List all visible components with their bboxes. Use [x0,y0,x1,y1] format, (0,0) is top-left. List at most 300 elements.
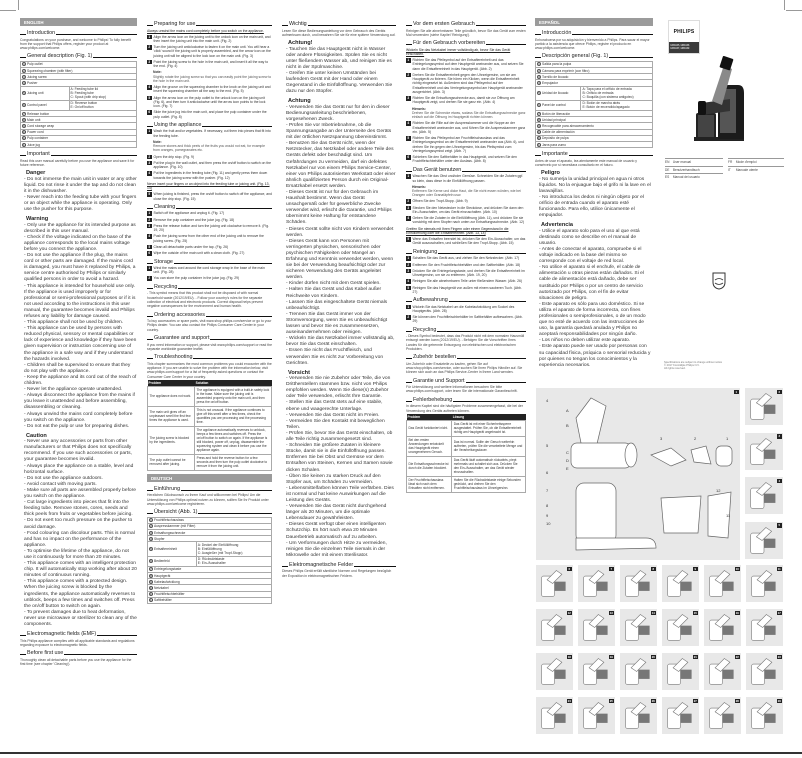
figure-number: 19 [609,654,613,659]
step-number: 5 [407,136,410,141]
paragraph: Dieses Philips Gerät erfüllt sämtliche Normen und Regelungen bezüglich der Exposition in elektromagnetischen Feldern. [282,569,392,578]
safety-item: - Make sure all parts are assembled properly before you switch on the appliance. [24,487,136,500]
section-heading: Zubehör bestellen [406,354,526,360]
step-number: 1 [148,34,151,39]
paragraph: Antes de usar el aparato, lea atentamente este manual de usuario y consérvelo por si necesitara consultarlo en el futuro. [535,158,637,167]
paragraph: Read this user manual carefully before you use the appliance and save it for future reference. [20,158,135,167]
part-name-cell [148,597,272,603]
instruction-step [147,35,272,44]
safety-item: - Um Verformungen durch Hitze zu vermeiden, reinigen Sie die einzelnen Teile niemals in der Mikrowelle oder mit einem Sterilisator. [286,540,387,558]
safety-subheading: Advertencia [541,222,574,229]
safety-item: - Never let the appliance operate unattended. [24,387,123,393]
instruction-step [147,45,272,58]
troubleshooting-table [147,380,272,471]
part-name: Main unit [27,117,41,122]
step-number: 4 [148,234,151,239]
table-row [407,420,526,436]
philips-shield-icon [712,272,726,290]
step-number: 3 [407,205,410,210]
solution-cell: The appliance automatically reverses to unblock, beeps a few times and switches off. Press the on/off button to switch on again. If the appliance is still blocked, power off, unplug, disassemble the squeezing system and clean it before you use the appliance again. [195,426,272,454]
figure-panel [578,565,615,602]
figure-panel [745,388,783,425]
crop-mark [18,0,19,10]
language-code: DE [665,167,670,172]
figure-number: 9 [694,566,697,571]
step-number: 2 [407,199,410,204]
safety-subheading: Danger [26,170,46,177]
part-name: Juice jug [27,142,41,147]
part-name: Entriegelungstaste [154,567,182,572]
safety-item: - Always unwind the mains cord completely before you switch on the appliance. [24,411,133,423]
part-name: Bedienfeld [154,559,170,564]
underlined-instruction: Never insert your fingers or an object into the feeding tube or juicing unit. (Fig. 13, 14) [147,181,270,190]
part-name: Netzkabel [154,585,169,590]
part-number: 7 [538,112,540,116]
part-name: Saftbehälter [154,598,172,603]
part-name: Cable de alimentación [542,130,575,135]
step-text: Put the ingredients in the feeding tube (Fig. 11) and gently press them down towards the juicing screw with the pusher. (Fig. 12) [153,171,268,180]
troubleshooting-table [406,414,526,493]
callout-label: E [566,466,569,471]
language-header: ESPAÑOL [535,18,653,26]
section-heading: Einführung [147,486,272,492]
language-list [665,158,723,181]
callout-label: 3 [660,436,663,441]
safety-item: - Dieses Gerät ist nur für den Gebrauch im Haushalt bestimmt. Wenn das Gerät unsachgemäß oder für gewerbliche Zwecke verwendet wird, erlischt die Garantie, und Philips übernimmt keine Haftung für entstandene Schäden. [286,189,392,226]
figure-panel [662,565,699,602]
part-name: Control panel [27,103,47,108]
language-code: FR [728,160,733,164]
callout-label: 11 [726,513,731,518]
callout-label: 12 [716,488,721,493]
language-label: Mode d'emploi [735,160,757,164]
problem-cell: Die Entsaftungsschnecke ist durch die Zutaten blockiert. [407,456,452,476]
part-name: Pusher [27,81,38,86]
table-row [407,456,526,476]
problem-cell: The appliance does not work. [148,386,195,406]
part-name-cell [21,141,137,147]
part-number: 8 [23,118,25,122]
product-image-juicer [690,55,750,145]
solution-cell: Press and hold the reverse button for a few seconds and then turn the pulp outlet clockwise to remove it from the juicing unit. [195,454,272,470]
safety-item: - No sumerja la unidad principal en agua ni otros líquidos. No la enjuague bajo el grifo ni la lave en el lavavajillas. [539,176,651,194]
step-text: Clean all detachable parts under the tap. (Fig. 26) [153,244,229,249]
safety-item: - Utilice el aparato solo para el uso al que está destinado como se describe en el manual de usuario. [539,228,640,246]
part-name: Cord storage wrap [27,123,55,128]
part-number: 1 [23,63,25,67]
part-number: 6 [150,560,152,564]
section-heading: Recycling [147,284,272,290]
part-name: Salida para la pulpa [542,62,572,67]
language-label: User manual [672,160,691,164]
figure-panel [620,653,657,690]
part-name: Fruchtfleischbehälter [154,592,185,597]
parts-table [20,61,137,148]
paragraph: In diesem Kapitel sind die häufigsten Probleme zusammengefasst, die bei der Verwendung des Geräts auftreten können. [406,404,523,413]
step-number: 4 [407,216,410,221]
step-number: 2 [407,262,410,267]
step-number: 4 [148,85,151,90]
safety-item: - Los niños no deben utilizar este aparato. [539,338,631,344]
step-number: 1 [407,256,410,261]
part-number: 11 [538,137,541,141]
paragraph: - This symbol means that this product shall not be disposed of with normal household waste (2012/19/EU). - Follow your country's rules for the separate collection of electrical and electronic products. Correct disposal helps prevent negative consequences for the environment and human health. [147,291,263,309]
callout-label: 6 [546,470,549,475]
specs-line: Specifications are subject to change without notice [664,361,723,364]
safety-item: - Only use the appliance for its intended purpose as described in this user manual. [24,222,136,234]
column-english-2 [147,18,272,753]
instruction-step [406,305,526,314]
safety-item: - Trennen Sie das Gerät immer von der Stromversorgung, wenn Sie es unbeaufsichtigt lassen und bevor Sie es zusammensetzen, auseinandernehmen oder reinigen. [286,311,388,336]
figure-number: 4 [778,478,781,483]
table-row [148,406,272,426]
paragraph: Thoroughly clean all detachable parts before you use the appliance for the first time (see chapter 'Cleaning'). [20,657,132,666]
solution-cell: Das Gerät ist mit einer Sicherheitssperre ausgestattet. Prüfen Sie, ob die Entsaftereinheit richtig am Hauptgerät angebracht ist. [452,420,526,436]
part-number: 6 [538,104,540,108]
step-text: Press the release button and turn the juicing unit clockwise to remove it. (Fig. 19, 20) [153,223,270,233]
instruction-step [406,216,526,225]
figure-number: 21 [693,654,697,659]
figure-number: 27 [693,698,697,703]
figure-number: 17 [777,610,781,615]
figure-number: 15 [693,610,697,615]
note-text: Entfernen Sie Kerne und dicke Haut, die Sie nicht essen würden, wie bei Orangen oder Granatäpfeln usw. [412,188,521,198]
table-row [148,454,272,470]
safety-item: - Food colouring can discolour parts. This is normal and has no impact on the performance of the appliance. [24,530,135,548]
part-subitems: D: Rückwärtstaste E: Ein-/Ausschalter [196,556,271,566]
safety-item: - Greifen Sie unter keinen Umständen bei laufendem Gerät mit der Hand oder einem Gegenstand in die Einfüllöffnung. Verwenden Sie dazu nur den Stopfer. [286,70,393,95]
figure-number: 23 [777,654,781,659]
step-text: Reinigen Sie alle abnehmbaren Teile unter fließendem Wasser. (Abb. 26) [412,279,523,284]
part-number: 12 [538,143,541,147]
step-number: 4 [148,171,151,176]
underlined-instruction: Wickeln Sie das Netzkabel immer vollständig ab, bevor Sie das Gerät einschalten. [406,47,511,56]
table-row [407,476,526,492]
instruction-step [147,224,272,233]
figure-panel [746,653,783,690]
figure-panel [578,653,615,690]
crop-mark [784,0,785,10]
safety-subheading: Achtung! [288,40,313,47]
safety-item: - This appliance comes with a protected design. When the juicing screw is blocked by the ingredients, the appliance automatically reverses to unblock, beeps a few times and switches off. Press the on/off button to switch on again. [24,579,136,609]
part-name: Kabelaufwicklung [154,579,180,584]
language-header: ENGLISH [20,18,137,26]
note-label: Hinweis: [412,184,426,189]
part-name: Unidad de licuado [542,91,569,96]
part-name-cell [148,556,197,566]
safety-item: - Do not eat the pulp or use for preparing dishes. [24,423,130,429]
instruction-step [147,245,272,250]
paragraph: This Philips appliance complies with all applicable standards and regulations regarding exposure to electromagnetic fields. [20,638,135,647]
step-text: When juicing is finished, press the on/off button to switch off the appliance, and close the drip stop. (Fig. 15) [153,192,272,201]
exploded-view-illustration [536,388,740,560]
solution-cell: This is not unusual. If the appliance continues to give off this smell after a few times, check the quantities you are processing and the processing time. [195,406,272,426]
instruction-step [406,286,526,295]
problem-cell: Das Gerät funktioniert nicht. [407,420,452,436]
figure-number: 12 [567,610,571,615]
safety-subheading: Peligro [541,170,560,177]
instruction-step [406,73,526,94]
part-name: Unidad principal [542,117,566,122]
section-heading: Aufbewahrung [406,297,526,303]
header-problem: Problem [407,414,452,421]
section-heading: Importante [535,151,653,157]
language-list [728,158,784,173]
step-text: Geben Sie die Zutaten in die Einfüllöffnung (Abb. 11), und drücken Sie sie vorsichtig mit dem Stopfer nach unten zur Entsaftungsschnecke. (Abb. 12) [412,216,525,225]
part-number: 10 [150,586,153,590]
safety-subheading: Caution [26,432,47,439]
safety-subheading: Warning [26,216,49,223]
safety-item: - Este aparato puede ser usado por personas con su capacidad física, psíquica o sensorial reducida y por quienes no tengan los conocimientos y la experiencia necesarios. [539,344,651,368]
part-name: Auspresskammer (mit Filter) [154,524,196,529]
figure-panel [662,609,699,646]
instruction-step [406,263,526,268]
instruction-step [147,155,272,160]
figure-number: 6 [568,566,571,571]
callout-label: 9 [546,513,549,518]
part-number: 1 [150,519,152,523]
language-header: DEUTSCH [147,474,272,482]
problem-cell: The main unit gives off an unpleasant smell the first few times the appliance is used. [148,406,195,426]
step-text: Schieben Sie den Saftbehälter in das Hauptgerät, und setzen Sie den Fruchtfleischbehälter unter den Auslass. (Abb. 8) [412,155,517,164]
figure-panel [704,697,741,734]
language-code: EN [665,160,670,164]
safety-item: - Keep the appliance and its cord out of the reach of children. [24,374,137,387]
safety-item: - This appliance can be used by persons with reduced physical, sensory or mental capabilities or lack of experience and knowledge if they have been given supervision or instruction concerning use of the appliance in a safe way and if they understand the hazards involved. [24,326,137,362]
part-number: 2 [23,69,25,73]
section-heading: Important [20,151,137,157]
step-text: Schalten Sie das Gerät aus, und ziehen Sie den Netzstecker. (Abb. 17) [412,256,520,261]
figures-area [536,388,784,738]
table-row [407,436,526,456]
step-text: Wickeln Sie das Netzkabel um die Kabelaufwicklung am Sockel des Hauptgeräts. (Abb. 28) [412,304,515,313]
safety-item: - Dieses Gerät verfügt über einen intelligenten Schutzchip. Es hört nach etwa 20 Minuten Dauerbetrieb automatisch auf zu arbeiten. [286,522,386,540]
safety-item: - Benutzen Sie das Gerät nicht, wenn der Netzstecker, das Netzkabel oder andere Teile des Geräts defekt oder beschädigt sind. Um Gefährdungen zu vermeiden, darf ein defektes Netzkabel nur von einem Philips Service-Center, einer von Philips autorisierten Werkstatt oder einer ähnlich qualifizierten Person durch ein Original-Ersatzkabel ersetzt werden. [286,141,396,189]
part-name: Entsaftereinheit [154,547,177,552]
part-name: Fruchtfleischauslass [154,518,184,523]
note-label: Note: [153,70,162,75]
step-number: 1 [148,266,151,271]
section-heading: Elektromagnetische Felder [282,562,396,568]
step-number: 5 [148,244,151,249]
callout-label: 2 [694,436,697,441]
solution-cell: Das Gerät läuft automatisch rückwärts, piept mehrmals und schaltet sich aus. Drücken Sie den Ein-/Ausschalter, um das Gerät wieder einzuschalten. [452,456,526,476]
section-heading: Electromagnetic fields (EMF) [20,631,137,637]
instruction-step [406,315,526,324]
part-name: Stopfer [154,536,165,541]
section-heading: Reinigung [406,249,526,255]
callout-label: 1 [726,436,729,441]
language-item [665,158,723,166]
table-row [536,141,653,147]
step-number: 3 [407,96,410,101]
step-text: Put the plug in the wall outlet, and then press the on/off button to switch on the appliance. (Fig. 10) [153,160,272,170]
step-number: 3 [148,223,151,228]
paragraph: Reinigen Sie alle abnehmbaren Teile gründlich, bevor Sie das Gerät zum ersten Mal verwenden (siehe Kapitel 'Reinigung'). [406,28,526,37]
figure-number: 29 [777,698,781,703]
page-bottom-rule [0,752,802,754]
step-text: Stecken Sie den Netzstecker in die Steckdose, und drücken Sie dann den Ein-/Ausschalter, um das Gerät einzuschalten. (Abb. 10) [412,205,524,215]
philips-logo [668,20,700,54]
figure-number: 1 [735,389,738,394]
step-number: 1 [407,58,410,63]
figure-panel [536,653,573,690]
note [412,107,526,120]
step-number: 5 [148,95,151,100]
safety-item: - Always disconnect the appliance from the mains if you leave it unattended and before assembling, disassembling or cleaning. [24,393,135,411]
table-row [148,386,272,406]
step-number: 2 [148,276,151,281]
safety-item: - Prüfen Sie, bevor Sie das Gerät einschalten, ob alle Teile richtig zusammengesetzt sind. [286,430,393,443]
table-row [536,86,653,100]
safety-item: - This appliance shall not be used by children. [24,320,124,326]
part-number: 12 [150,599,153,603]
step-text: Wipe the outside of the main unit with a clean cloth. (Fig. 27) [153,251,245,256]
step-number: 2 [148,217,151,222]
figure-number: 11 [777,566,781,571]
section-heading: Cleaning [147,204,272,210]
step-number: 2 [148,45,151,50]
figure-panel-main [536,388,740,560]
paragraph: Für Unterstützung und weitere Informationen besuchen Sie bitte www.philips.com/support, oder lesen Sie die internationale Garantieschrift. [406,385,518,394]
figure-panel [578,697,615,734]
step-text: Wash the fruit and/or vegetables. If necessary, cut them into pieces that fit into the feeding tube. [153,129,271,138]
figure-panel [704,609,741,646]
section-heading: Troubleshooting [147,354,272,360]
part-number: 10 [23,131,26,135]
figure-panel [536,697,573,734]
problem-cell: Der Fruchtfleischauslass lässt sich nach dem Entsaften nicht entfernen. [407,476,452,492]
step-text: Sie können den Fruchtfleischbehälter im Saftbehälter aufbewahren. (Abb. 29) [412,315,523,324]
section-heading: Descripción general (Fig. 1) [535,53,653,59]
note [412,185,526,198]
step-text: Slide the juice jug into the main unit, and place the pulp container under the pulp outlet. (Fig. 8) [153,110,267,119]
part-name: Botón de liberación [542,111,571,116]
safety-item: - Check if the voltage indicated on the base of the appliance corresponds to the local mains voltage before you connect the appliance. [24,234,132,252]
part-number: 5 [538,92,540,96]
safety-item: - Stellen Sie das Gerät stets auf eine stabile, ebene und waagerechte Unterlage. [286,400,383,412]
model-numbers: HR1945, HR1946 HR1947, HR1949 [669,42,699,53]
step-text: Switch off the appliance and unplug it. (Fig. 17) [153,211,225,216]
part-subitems: D: Reverse button E: On/off button [69,100,136,110]
step-text: Richten Sie das Pfeilsymbol auf der Entsaftereinheit und das Entriegelungssymbol auf dem Hauptgerät aneinander aus, und setzen Sie dann die Entsaftereinheit in das Hauptgerät. (Abb. 2) [412,58,524,71]
figure-number: 22 [735,654,739,659]
table-row [21,86,137,100]
safety-item: - Essen Sie nicht das Fruchtfleisch, und verwenden Sie es nicht zur Vorbereitung von Gerichten. [286,348,384,366]
step-number: 6 [407,155,410,160]
step-number: 4 [407,279,410,284]
section-heading: Für den Gebrauch vorbereiten [406,40,526,46]
instruction-step [147,211,272,216]
callout-label: C [566,450,569,455]
part-name: Panel de control [542,103,566,108]
step-number: 4 [407,121,410,126]
specifications-notice [664,361,722,371]
paragraph: Herzlichen Glückwunsch zu Ihrem Kauf und willkommen bei Philips! Um die Unterstützung von Philips optimal nutzen zu können, sollten Sie Ihr Produkt unter www.philips.com/welcome registrieren. [147,493,269,506]
section-heading: Vor dem ersten Gebrauch [406,21,526,27]
header-problem: Problem [148,380,195,387]
paragraph: If you need information or support, please visit www.philips.com/support or read the separate worldwide guarantee leaflet. [147,342,272,351]
figure-panel [745,433,783,470]
safety-item: - Verwenden Sie das Gerät nur für den in dieser Bedienungsanleitung beschriebenen, vorgesehenen Zweck. [286,104,390,122]
figure-number: 18 [567,654,571,659]
safety-item: - Always place the appliance on a stable, level and horizontal surface. [24,463,134,475]
note-text: Remove stones and thick peels of the fruits you would not eat, for example from oranges, pomegranates etc. [153,144,265,153]
part-name: Power cord [27,130,44,135]
safety-item: - Kinder dürfen nicht mit dem Gerät spielen. [286,281,381,287]
step-number: 1 [148,129,151,134]
figure-number: 26 [651,698,655,703]
step-number: 5 [407,285,410,290]
step-number: 2 [148,154,151,159]
instruction-step [406,237,526,246]
copyright-line: © 2017 Koninklijke Philips N.V. [664,364,700,368]
part-name: Squeezing chamber (with filter) [27,68,73,73]
solution-cell: Das ist normal. Sollte der Geruch weiterhin auftreten, prüfen Sie die verarbeitete Menge und die Verarbeitungsdauer. [452,436,526,456]
instruction-step [406,279,526,284]
language-label: Manuale utente [735,167,758,172]
callout-label: 7 [546,488,549,493]
instruction-step [147,110,272,119]
part-number: 4 [150,537,152,541]
part-name-cell [21,100,70,110]
part-name: Empujador [542,81,558,86]
safety-item: - Never reach into the feeding tube with your fingers or an object while the appliance is operating. Only use the pusher for this purpose. [24,194,137,213]
figure-panel [536,565,573,602]
step-text: Öffnen Sie den Tropf-Stopp. (Abb. 9) [412,199,468,204]
callout-label: B [566,423,569,428]
step-text: Align the groove on the squeezing chamber to the knob on the juicing unit and insert the squeezing chamber all the way to the end. (Fig. 5) [153,85,271,94]
part-name: Juicing unit [27,91,44,96]
part-subitems: A: Tapa para el orificio de entrada B: Orificio de entrada C: Boquilla (con sistema antigoteo) [581,86,653,100]
section-heading: Storage [147,259,272,265]
instruction-step [406,136,526,153]
table-row [21,141,137,147]
instruction-step [406,121,526,134]
step-text: Entfernen Sie den Fruchtfleischbehälter und den Saftbehälter. (Abb. 18) [412,262,521,267]
figure-panel [620,609,657,646]
part-subitems: D: Botón de marcha atrás E: Botón de encendido/apagado [581,100,653,110]
section-heading: Introducción [535,30,653,36]
figure-number: 7 [610,566,613,571]
step-text: Drücken Sie die Entriegelungstaste, und drehen Sie die Entsaftereinheit im Uhrzeigersinn, um sie zu entfernen. (Abb. 19, 20) [412,268,525,278]
section-heading: Using the appliance [147,122,272,128]
callout-label: 5 [546,443,549,448]
section-heading: Guarantee and support [147,335,272,341]
part-number: 11 [23,137,26,141]
callout-label: A [566,408,569,413]
part-number: 8 [150,574,152,578]
step-text: Richten Sie das Pfeilsymbol am Fruchtfleischauslass und das Entriegelungssymbol an der Entsaftereinheit aneinander aus (Abb. 6), und drehen Sie ihn gegen den Uhrzeigersinn, bis das Pfeilsymbol zum Verriegelungssymbol zeigt. (Abb. 7) [412,136,524,154]
column-spanish [535,18,653,368]
header-solution: Lösung [452,414,526,421]
language-item [665,173,723,181]
figure-number: 10 [735,566,739,571]
step-number: 3 [407,268,410,273]
safety-item: - Lebensmittelfarben können Teile verfärben. Dies ist normal und hat keine Auswirkungen auf die Leistung des Geräts. [286,485,394,503]
safety-item: - To prevent damages due to heat deformation, never use microwave or sterilizer to clean any of the components. [24,609,137,628]
step-text: Align the arrow icon on the juicing unit to the unlock icon on the main unit, and then insert the juicing unit into the main unit. (Fig. 2) [153,34,271,44]
safety-item: - Children shall be supervised to ensure that they do not play with the appliance. [24,362,131,374]
step-text: Richten Sie die Entsaftungsschnecke aus, damit sie zur Öffnung am Hauptgerät zeigt, und drehen Sie sie ganz ein. (Abb. 4) [412,96,515,105]
part-number: 3 [23,75,25,79]
figure-panel [620,697,657,734]
safety-item: - Vermeiden Sie den Kontakt mit beweglichen Teilen. [286,418,385,430]
safety-item: - Dieses Gerät kann von Personen mit verringerten physischen, sensorischen oder psychischen Fähigkeiten oder Mangel an Erfahrung und Kenntnis verwendet werden, wenn sie bei der Verwendung beaufsichtigt oder zur sicheren Verwendung des Geräts angeleitet werden. [286,238,394,281]
step-number: 5 [148,192,151,197]
instruction-step [147,171,272,180]
safety-subheading: Vorsicht [288,369,310,376]
